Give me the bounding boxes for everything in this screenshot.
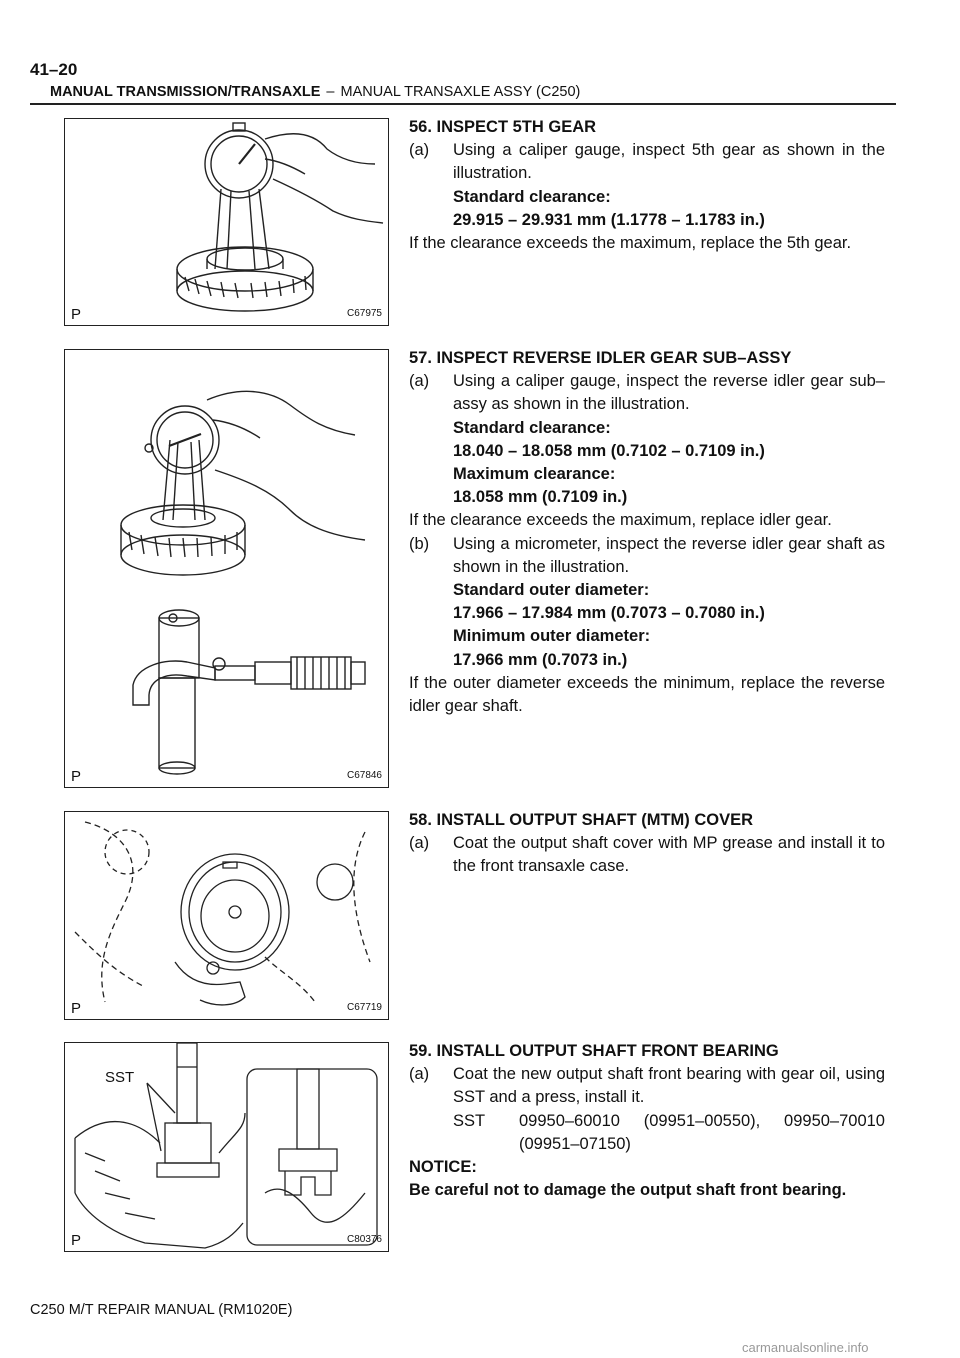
sst-value: 09950–60010 (09951–00550), 09950–70010 (09951–07150): [519, 1111, 885, 1153]
spec-label: Standard outer diameter:: [453, 581, 650, 600]
spec-value: 17.966 – 17.984 mm (0.7073 – 0.7080 in.): [453, 604, 765, 623]
header-rule: [30, 103, 896, 105]
step-59: [409, 1040, 885, 1202]
step-56: [409, 116, 885, 255]
step-title: 59. INSTALL OUTPUT SHAFT FRONT BEARING: [409, 1042, 779, 1060]
figure-output-shaft-cover: [64, 811, 389, 1020]
transaxle-case-illustration: [65, 812, 389, 1020]
figure-reverse-idler-gear: [64, 349, 389, 788]
figure-prefix: P: [71, 1232, 82, 1249]
figure-prefix: P: [71, 1000, 82, 1017]
step-item-a: [409, 832, 885, 878]
header-subsection: MANUAL TRANSAXLE ASSY (C250): [340, 84, 581, 100]
header-section: MANUAL TRANSMISSION/TRANSAXLE: [50, 84, 321, 100]
figure-output-shaft-bearing: [64, 1042, 389, 1252]
step-item-b: [409, 533, 885, 579]
item-label: (a): [409, 1065, 430, 1084]
step-title: 57. INSPECT REVERSE IDLER GEAR SUB–ASSY: [409, 349, 792, 367]
spec-label: Minimum outer diameter:: [453, 627, 651, 646]
figure-code: C67975: [346, 308, 382, 319]
sst-line: [409, 1110, 885, 1156]
spec-label: Maximum clearance:: [453, 465, 616, 484]
item-text: Using a caliper gauge, inspect the reverse idler gear sub–assy as shown in the illustration.: [453, 372, 885, 414]
page-number: 41–20: [30, 60, 78, 79]
item-text: Using a micrometer, inspect the reverse idler gear shaft as shown in the illustration.: [453, 534, 885, 576]
step-item-a: [409, 370, 885, 416]
step-58: [409, 809, 885, 879]
item-text: Coat the output shaft cover with MP grease and install it to the front transaxle case.: [453, 834, 885, 876]
figure-prefix: P: [71, 306, 82, 323]
step-note: If the outer diameter exceeds the minimum, replace the reverse idler gear shaft.: [409, 673, 885, 716]
idler-gear-micrometer-illustration: [65, 350, 389, 788]
running-header: [50, 84, 580, 100]
item-label: (a): [409, 141, 430, 160]
sst-row: [453, 1110, 885, 1156]
figure-prefix: P: [71, 768, 82, 785]
figure-code: C80376: [346, 1234, 382, 1245]
footer-manual-id: C250 M/T REPAIR MANUAL (RM1020E): [30, 1302, 293, 1318]
item-text: Using a caliper gauge, inspect 5th gear as shown in the illustration.: [453, 141, 885, 183]
notice-label: NOTICE:: [409, 1158, 477, 1177]
notice-text: Be careful not to damage the output shaft front bearing.: [409, 1181, 847, 1200]
step-item-a: [409, 139, 885, 185]
caliper-gear-illustration: [65, 119, 389, 326]
spec-value: 18.040 – 18.058 mm (0.7102 – 0.7109 in.): [453, 441, 765, 460]
item-label: (a): [409, 372, 430, 391]
item-label: (b): [409, 534, 430, 553]
spec-label: Standard clearance:: [453, 418, 611, 437]
sst-callout: SST: [105, 1069, 135, 1086]
figure-code: C67719: [346, 1002, 382, 1013]
step-note: If the clearance exceeds the maximum, replace the 5th gear.: [409, 234, 852, 253]
step-title: 58. INSTALL OUTPUT SHAFT (MTM) COVER: [409, 811, 754, 829]
watermark: carmanualsonline.info: [742, 1340, 869, 1355]
item-label: (a): [409, 834, 430, 853]
figure-code: C67846: [346, 770, 382, 781]
spec-value: 29.915 – 29.931 mm (1.1778 – 1.1783 in.): [453, 210, 765, 229]
spec-label: Standard clearance:: [453, 187, 611, 206]
figure-caliper-5th-gear: [64, 118, 389, 326]
spec-value: 18.058 mm (0.7109 in.): [453, 488, 628, 507]
item-text: Coat the new output shaft front bearing with gear oil, using SST and a press, install it.: [453, 1065, 885, 1107]
spec-value: 17.966 mm (0.7073 in.): [453, 650, 628, 669]
sst-label: SST: [453, 1111, 486, 1130]
step-57: [409, 347, 885, 718]
step-note: If the clearance exceeds the maximum, replace idler gear.: [409, 511, 832, 530]
step-item-a: [409, 1063, 885, 1109]
header-separator: –: [326, 84, 335, 100]
step-title: 56. INSPECT 5TH GEAR: [409, 118, 597, 136]
